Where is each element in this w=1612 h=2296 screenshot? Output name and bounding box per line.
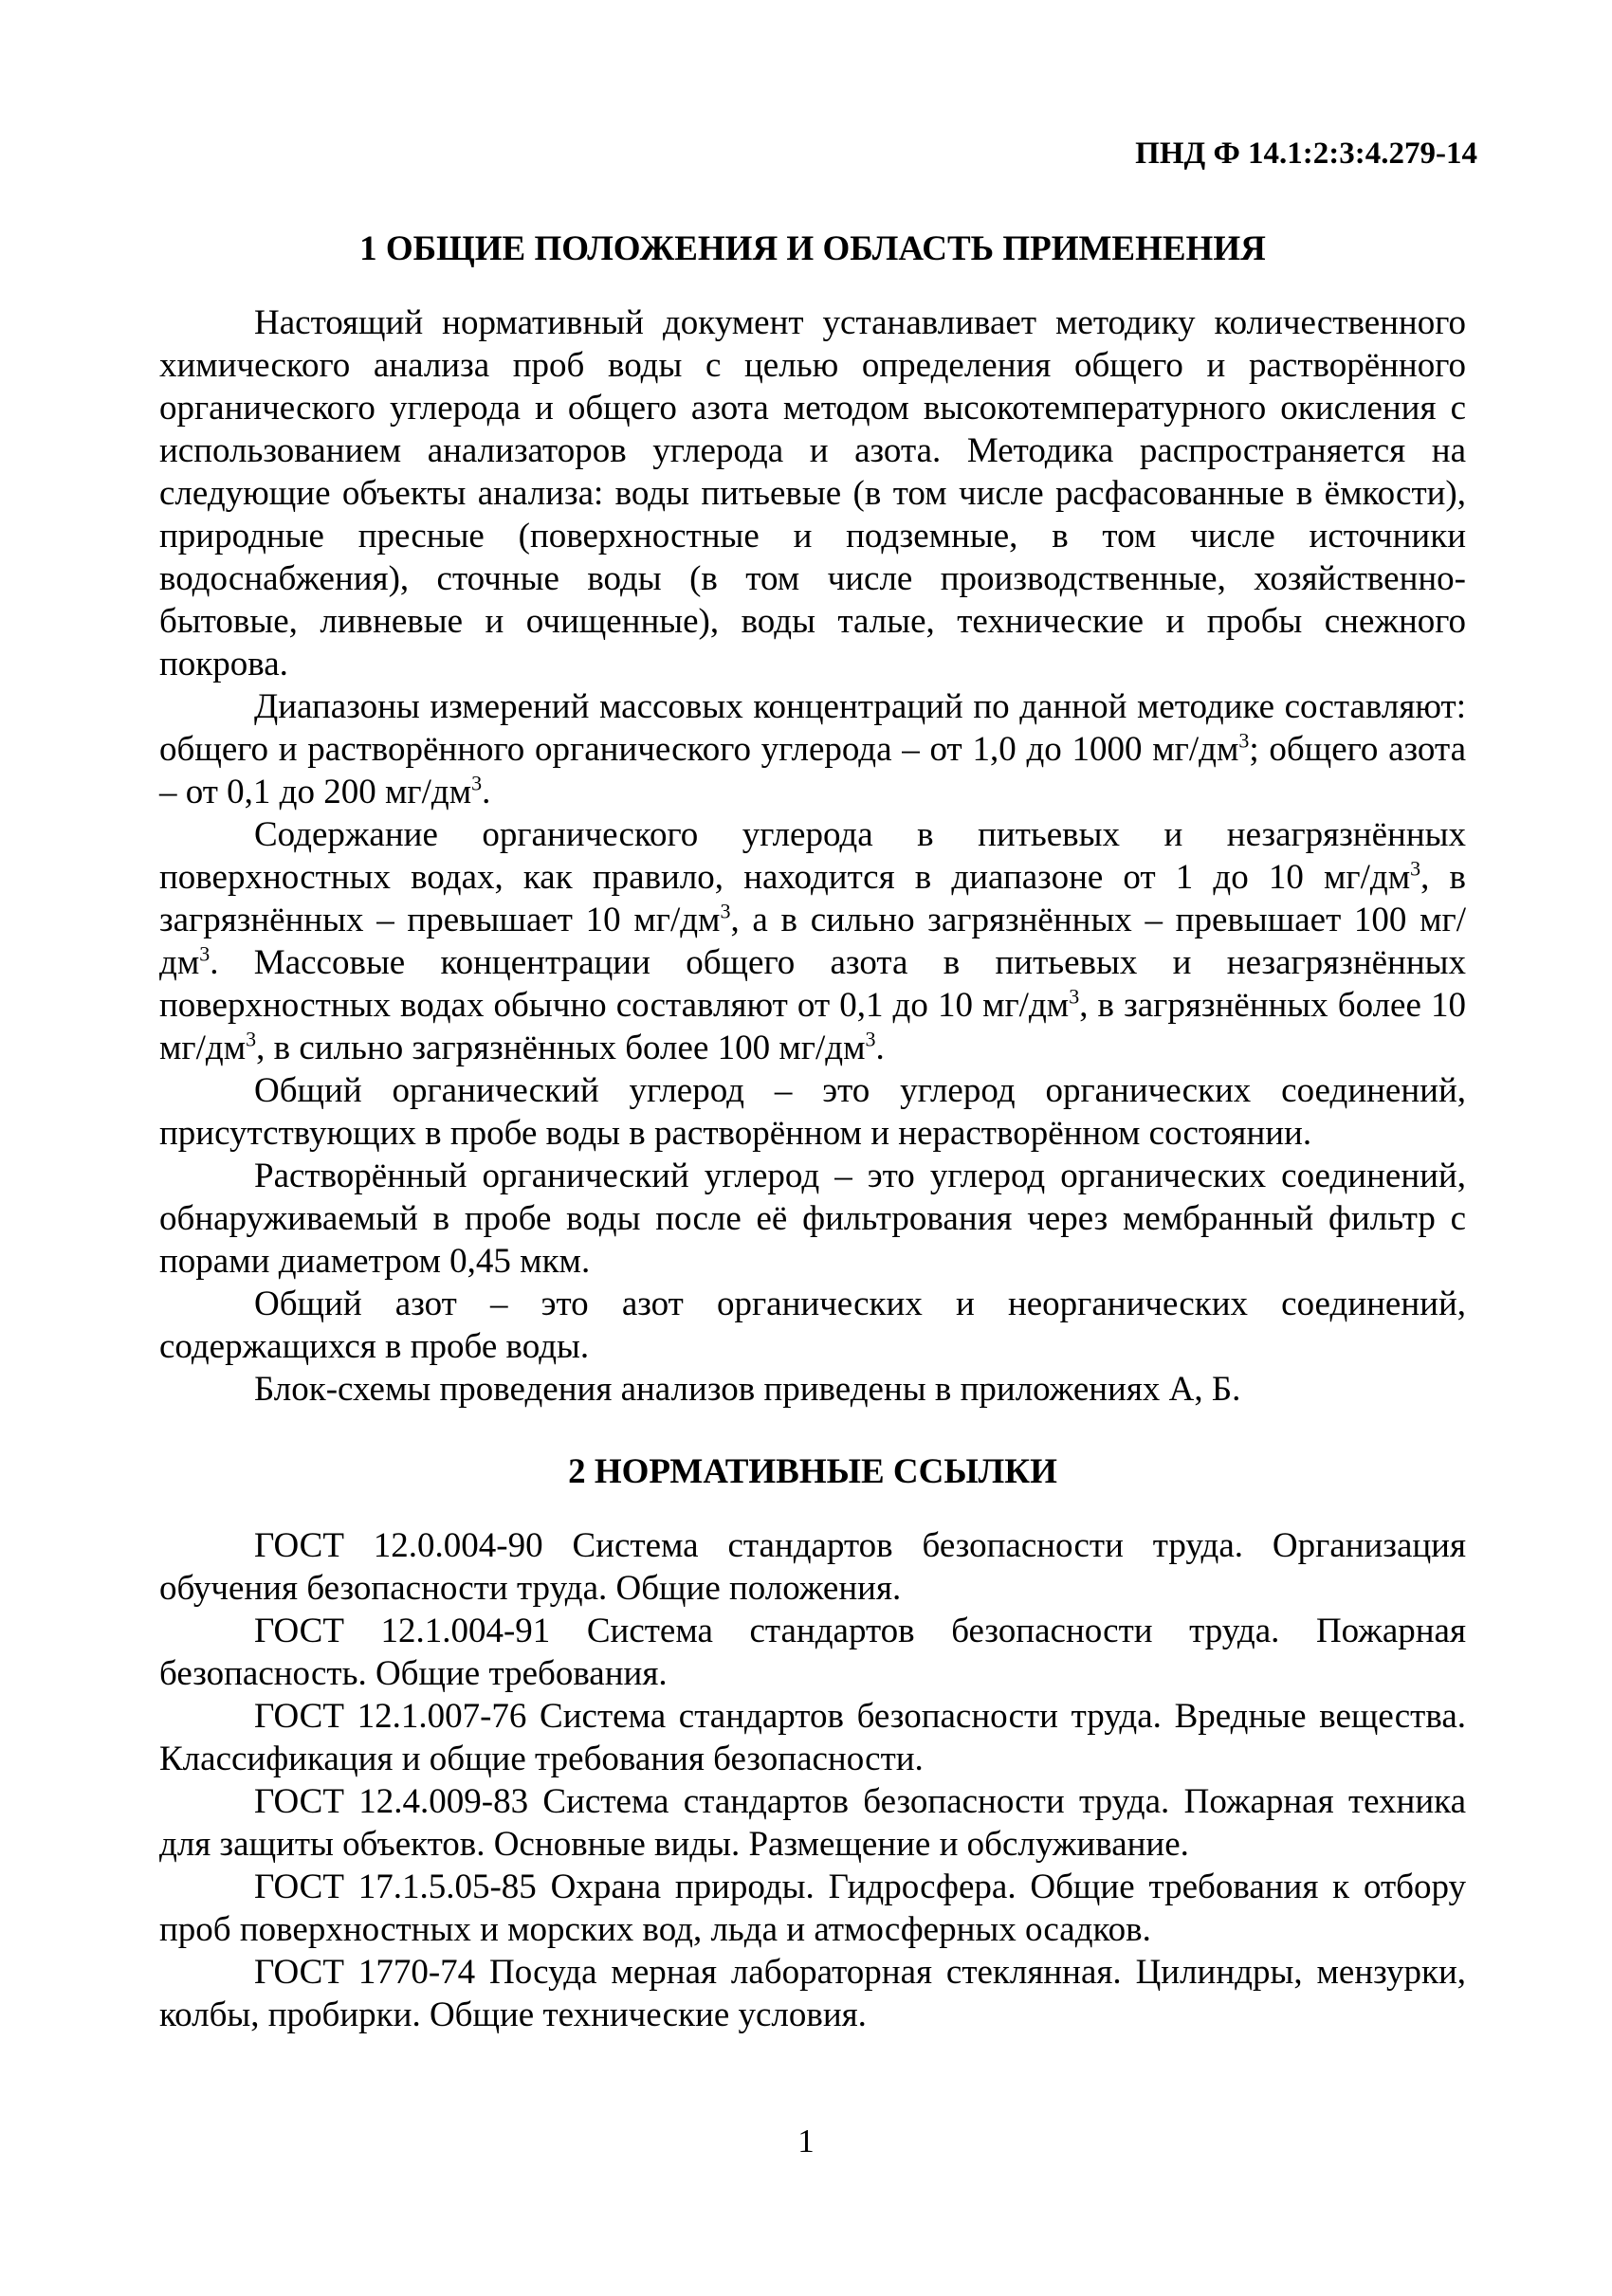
paragraph-content: Содержание органического углерода в питьевых и незагрязнённых поверхностных водах, как правило, находится в диапазоне от 1 до 10 $мг/дм^3$, в загрязнённых – превышает 10 $мг/дм^3$, а в сильно загрязнённых – превышает 100 $мг/дм^3$. Массовые концентрации общего азота в питьевых и незагрязнённых поверхностных водах обычно составляют от 0,1 до 10 $мг/дм^3$, в загрязнённых более 10 $мг/дм^3$, в сильно загрязнённых более 100 $мг/дм^3$. xyxy=(159,815,1467,1067)
reference-item: ГОСТ 12.1.004-91 Система стандартов безопасности труда. Пожарная безопасность. Общие требования. xyxy=(159,1612,1466,1693)
document-code: ПНД Ф 14.1:2:3:4.279-14 xyxy=(1135,137,1477,171)
reference-item: ГОСТ 17.1.5.05-85 Охрана природы. Гидросфера. Общие требования к отбору проб поверхностных и морских вод, льда и атмосферных осадков. xyxy=(159,1868,1466,1949)
paragraph-doc-definition: Растворённый органический углерод – это углерод органических соединений, обнаруживаемый в пробе воды после её фильтрования через мембранный фильтр с порами диаметром 0,45 мкм. xyxy=(159,1157,1466,1281)
paragraph-toc-definition: Общий органический углерод – это углерод органических соединений, присутствующих в пробе воды в растворённом и нерастворённом состоянии. xyxy=(159,1071,1466,1153)
section-1-body xyxy=(159,301,1466,1411)
page-number: 1 xyxy=(797,2123,815,2159)
paragraph-flowcharts: Блок-схемы проведения анализов приведены в приложениях А, Б. xyxy=(254,1370,1241,1409)
reference-item: ГОСТ 12.0.004-90 Система стандартов безопасности труда. Организация обучения безопасности труда. Общие положения. xyxy=(159,1526,1466,1608)
reference-item: ГОСТ 12.4.009-83 Система стандартов безопасности труда. Пожарная техника для защиты объектов. Основные виды. Размещение и обслуживание. xyxy=(159,1782,1466,1864)
reference-item: ГОСТ 1770-74 Посуда мерная лабораторная стеклянная. Цилиндры, мензурки, колбы, пробирки. Общие технические условия. xyxy=(159,1953,1466,2034)
paragraph-tn-definition: Общий азот – это азот органических и неорганических соединений, содержащихся в пробе воды. xyxy=(159,1285,1466,1366)
reference-item: ГОСТ 12.1.007-76 Система стандартов безопасности труда. Вредные вещества. Классификация и общие требования безопасности. xyxy=(159,1697,1466,1778)
paragraph-scope: Настоящий нормативный документ устанавливает методику количественного химического анализа проб воды с целью определения общего и растворённого органического углерода и общего азота методом высокотемпературного окисления с использованием анализаторов углерода и азота. Методика распространяется на следующие объекты анализа: воды питьевые (в том числе расфасованные в ёмкости), природные пресные (поверхностные и подземные, в том числе источники водоснабжения), сточные воды (в том числе производственные, хозяйственно-бытовые, ливневые и очищенные), воды талые, технические и пробы снежного покрова. xyxy=(159,303,1466,683)
section-2-title: 2 НОРМАТИВНЫЕ ССЫЛКИ xyxy=(568,1452,1057,1491)
paragraph-ranges: Диапазоны измерений массовых концентраций по данной методике составляют: общего и растворённого органического углерода – от 1,0 до 1000 $мг/дм^3$; общего азота – от 0,1 до 200 $мг/дм^3$. xyxy=(159,687,1466,811)
section-1-title: 1 ОБЩИЕ ПОЛОЖЕНИЯ И ОБЛАСТЬ ПРИМЕНЕНИЯ xyxy=(359,229,1266,268)
section-2-body xyxy=(159,1524,1466,2036)
